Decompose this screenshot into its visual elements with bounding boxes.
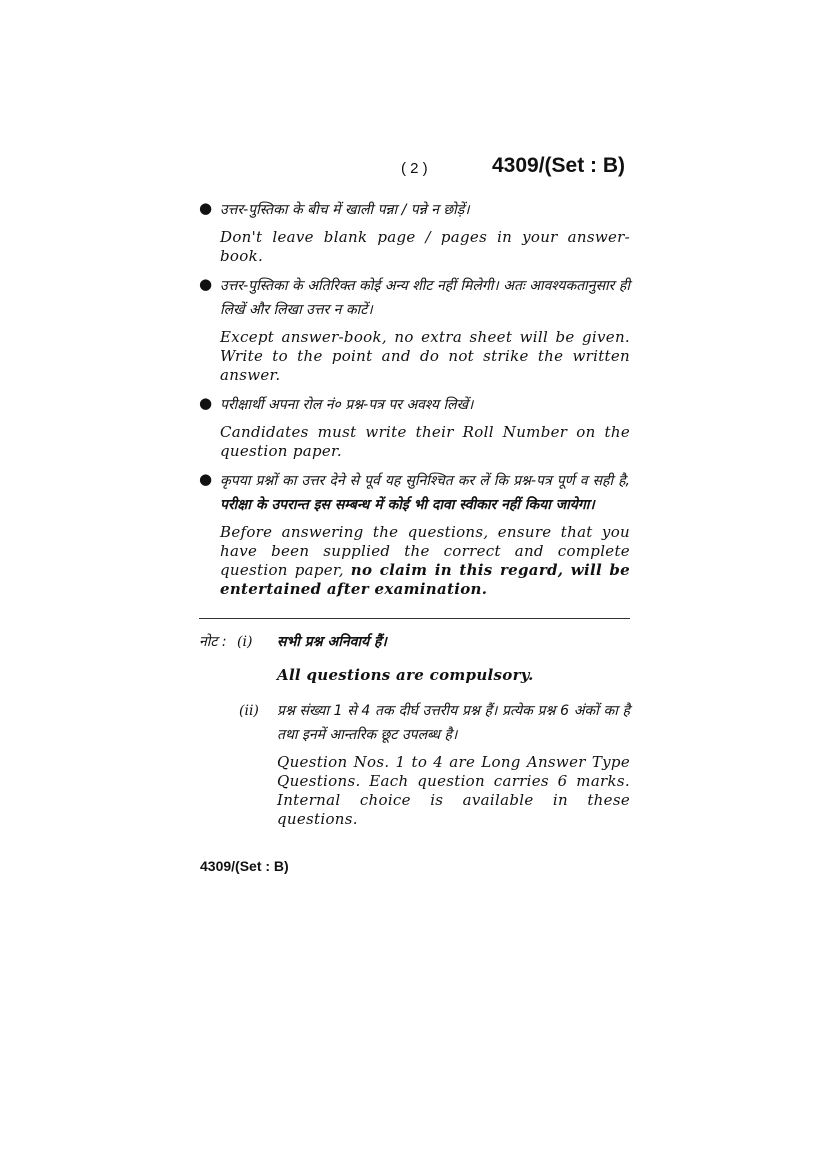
- page-number: ( 2 ): [401, 160, 428, 177]
- bullet-icon: ●: [199, 275, 213, 293]
- note-label: नोट :: [199, 634, 227, 650]
- instruction-item: [199, 393, 630, 461]
- instruction-english: [220, 523, 630, 599]
- note-item-hindi: प्रश्न संख्या 1 से 4 तक दीर्घ उत्तरीय प्रश्न हैं। प्रत्येक प्रश्न 6 अंकों का है तथा इनमें आन्तरिक छूट उपलब्ध है।: [277, 703, 630, 743]
- instruction-hindi: परीक्षार्थी अपना रोल नं० प्रश्न-पत्र पर अवश्य लिखें।: [220, 397, 474, 413]
- instruction-english: Except answer-book, no extra sheet will be given. Write to the point and do not strike the written answer.: [220, 328, 630, 384]
- instruction-hindi-text: कृपया प्रश्नों का उत्तर देने से पूर्व यह सुनिश्चित कर लें कि प्रश्न-पत्र पूर्ण व सही है,: [220, 473, 630, 489]
- instruction-hindi-bold: परीक्षा के उपरान्त इस सम्बन्ध में कोई भी दावा स्वीकार नहीं किया जायेगा।: [220, 497, 595, 513]
- divider: [199, 618, 630, 619]
- instruction-english-bold: no claim in this regard, will be entertained after examination.: [220, 561, 630, 598]
- header-set-code: 4309/(Set : B): [492, 154, 626, 177]
- note-item-english: All questions are compulsory.: [277, 666, 534, 684]
- bullet-icon: ●: [199, 199, 213, 217]
- instructions-list: [199, 198, 630, 607]
- note-marker-i: (i): [237, 634, 253, 650]
- instruction-english: Don't leave blank page / pages in your answer-book.: [220, 228, 630, 265]
- note-body: [239, 630, 630, 829]
- instruction-hindi: उत्तर-पुस्तिका के बीच में खाली पन्ना / पन्ने न छोड़ें।: [220, 202, 470, 218]
- instruction-item: [199, 274, 630, 385]
- bullet-icon: ●: [199, 470, 213, 488]
- note-item-hindi: सभी प्रश्न अनिवार्य हैं।: [277, 634, 387, 650]
- footer-set-code: 4309/(Set : B): [200, 858, 289, 874]
- note-section: [199, 630, 630, 829]
- note-item-english: Question Nos. 1 to 4 are Long Answer Type Questions. Each question carries 6 marks. Internal choice is available in these questions.: [277, 753, 630, 828]
- instruction-item: [199, 469, 630, 599]
- note-marker-ii: (ii): [239, 703, 259, 719]
- instruction-english: Candidates must write their Roll Number on the question paper.: [220, 423, 630, 460]
- instruction-hindi: [220, 469, 630, 517]
- note-item: [239, 699, 630, 829]
- bullet-icon: ●: [199, 394, 213, 412]
- instruction-item: [199, 198, 630, 266]
- instruction-hindi: उत्तर-पुस्तिका के अतिरिक्त कोई अन्य शीट नहीं मिलेगी। अतः आवश्यकतानुसार ही लिखें और लिखा उत्तर न काटें।: [220, 278, 630, 318]
- instruction-english-text: Before answering the questions, ensure that you have been supplied the correct and complete question paper,: [220, 523, 630, 579]
